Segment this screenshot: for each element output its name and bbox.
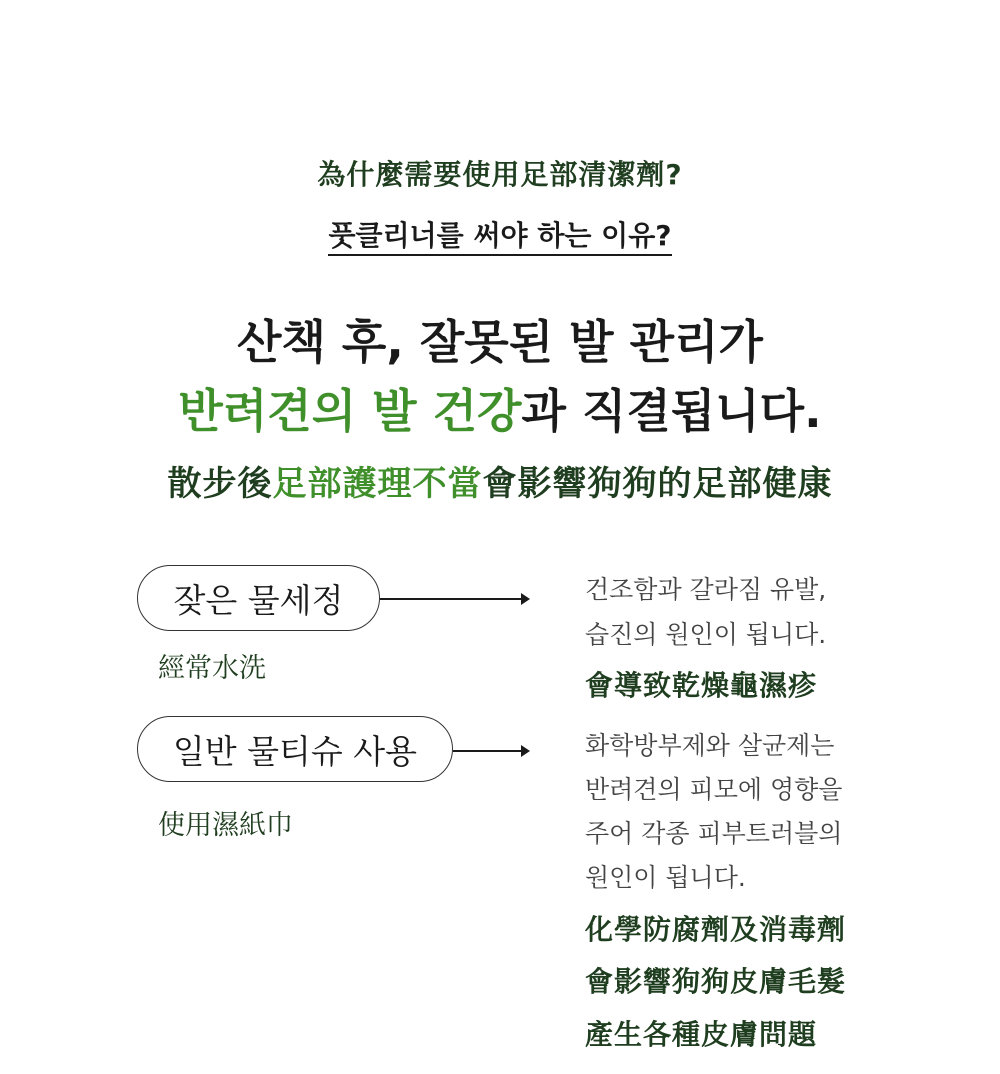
item2-ko-line: 반려견의 피모에 영향을 — [585, 775, 843, 804]
arrow-right-icon — [453, 750, 528, 752]
item2-ko-line: 화학방부제와 살균제는 — [585, 731, 835, 760]
item2-ko-line: 주어 각종 피부트러블의 — [585, 819, 843, 848]
headline-line1: 산책 후, 잘못된 발 관리가 — [237, 315, 763, 369]
question-zh: 為什麼需要使用足部清潔劑? — [317, 158, 683, 191]
item2-zh-line: 化學防腐劑及消毒劑 — [585, 913, 847, 946]
subheadline-highlight: 足部護理不當 — [272, 464, 483, 504]
item1-sub-label: 經常水洗 — [158, 653, 266, 684]
headline-line2 — [0, 375, 1000, 441]
item1-ko-line: 습진의 원인이 됩니다. — [585, 620, 827, 649]
item2-ko-line: 원인이 됩니다. — [585, 863, 746, 892]
arrow-right-icon — [380, 598, 528, 600]
item2-zh-line: 會影響狗狗皮膚毛髮 — [585, 965, 847, 998]
question-ko — [0, 214, 1000, 254]
subheadline-part3: 會影響狗狗的足部健康 — [482, 464, 833, 504]
subheadline — [0, 456, 1000, 505]
pill-frequent-water-wash: 잦은 물세정 — [137, 565, 380, 631]
headline-line2-rest: 과 직결됩니다. — [521, 384, 822, 438]
item2-zh-line: 產生各種皮膚問題 — [585, 1018, 818, 1051]
item1-zh-line: 會導致乾燥龜濕疹 — [585, 669, 818, 702]
question-ko-text: 풋클리너를 써야 하는 이유? — [328, 219, 671, 256]
pill-regular-wet-wipes: 일반 물티슈 사용 — [137, 716, 453, 782]
subheadline-part1: 散步後 — [167, 464, 273, 504]
headline-highlight: 반려견의 발 건강 — [178, 384, 522, 438]
item1-ko-line: 건조함과 갈라짐 유발, — [585, 575, 827, 604]
item2-sub-label: 使用濕紙巾 — [158, 810, 293, 841]
